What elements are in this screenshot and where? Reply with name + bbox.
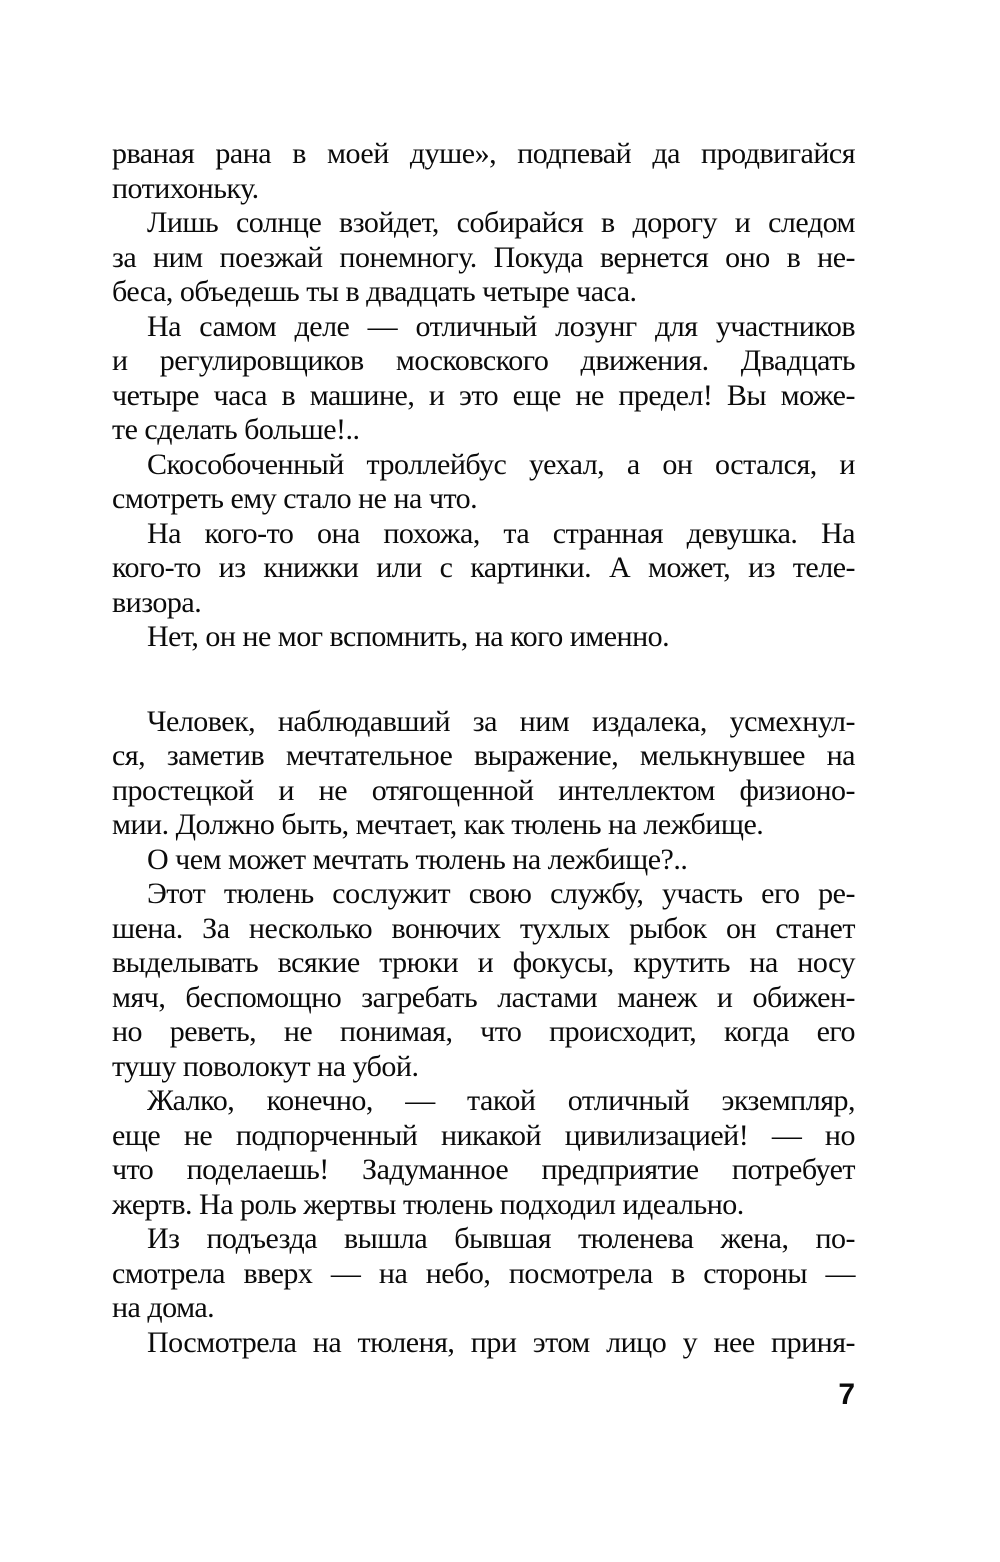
page-number: 7: [838, 1378, 855, 1411]
text-line: мии. Должно быть, мечтает, как тюлень на лежбище.: [112, 808, 764, 841]
text-line: кого-то из книжки или с картинки. А может, из теле-: [112, 551, 855, 584]
paragraph: [112, 1222, 855, 1326]
text-line: ся, заметив мечтательное выражение, мелькнувшее на: [112, 739, 855, 772]
text-line: мяч, беспомощно загребать ластами манеж и обижен-: [112, 980, 855, 1014]
text-line: Нет, он не мог вспомнить, на кого именно.: [147, 620, 670, 653]
text-line: потихоньку.: [112, 171, 259, 205]
text-line: Посмотрела на тюленя, при этом лицо у нее приня-: [147, 1325, 855, 1359]
text-line: еще не подпорченный никакой цивилизацией! — но: [112, 1118, 855, 1152]
text-line: Из подъезда вышла бывшая тюленева жена, по-: [147, 1222, 855, 1255]
text-line: шена. За несколько вонючих тухлых рыбок он станет: [112, 911, 855, 945]
section-break: [112, 655, 855, 705]
text-line: смотрела вверх — на небо, посмотрела в стороны —: [112, 1256, 855, 1290]
paragraph: [112, 1326, 855, 1361]
text-line: Скособоченный троллейбус уехал, а он остался, и: [147, 447, 855, 481]
text-line: Лишь солнце взойдет, собирайся в дорогу и следом: [147, 206, 855, 239]
body-text: [112, 137, 855, 1360]
text-line: те сделать больше!..: [112, 413, 360, 446]
paragraph-block: [112, 705, 855, 1361]
text-line: беса, объедешь ты в двадцать четыре часа.: [112, 275, 637, 308]
paragraph: [112, 310, 855, 448]
paragraph: [112, 843, 855, 878]
paragraph: [112, 1084, 855, 1222]
text-line: четыре часа в машине, и это еще не предел! Вы може-: [112, 378, 855, 412]
text-line: На самом деле — отличный лозунг для участников: [147, 309, 855, 343]
text-line: но реветь, не понимая, что происходит, когда его: [112, 1015, 855, 1048]
text-line: на дома.: [112, 1291, 215, 1324]
text-line: Жалко, конечно, — такой отличный экземпляр,: [147, 1084, 855, 1117]
text-line: за ним поезжай понемногу. Покуда вернется оно в не-: [112, 240, 855, 274]
text-line: простецкой и не отягощенной интеллектом физионо-: [112, 773, 855, 807]
text-line: что поделаешь! Задуманное предприятие потребует: [112, 1153, 855, 1186]
text-line: визора.: [112, 585, 202, 619]
text-line: выделывать всякие трюки и фокусы, крутить на носу: [112, 946, 855, 979]
text-line: На кого-то она похожа, та странная девушка. На: [147, 516, 855, 550]
paragraph: [112, 137, 855, 206]
paragraph: [112, 517, 855, 621]
paragraph-block: [112, 137, 855, 655]
paragraph: [112, 877, 855, 1084]
text-line: О чем может мечтать тюлень на лежбище?..: [147, 842, 688, 876]
text-line: рваная рана в моей душе», подпевай да продвигайся: [112, 137, 855, 170]
text-line: Этот тюлень сослужит свою службу, участь его ре-: [147, 877, 855, 910]
paragraph: [112, 448, 855, 517]
text-line: жертв. На роль жертвы тюлень подходил идеально.: [112, 1187, 744, 1221]
paragraph: [112, 620, 855, 655]
paragraph: [112, 705, 855, 843]
text-line: Человек, наблюдавший за ним издалека, усмехнул-: [147, 704, 855, 738]
text-line: и регулировщиков московского движения. Двадцать: [112, 344, 855, 377]
text-line: тушу поволокут на убой.: [112, 1049, 419, 1083]
text-line: смотреть ему стало не на что.: [112, 482, 478, 515]
paragraph: [112, 206, 855, 310]
